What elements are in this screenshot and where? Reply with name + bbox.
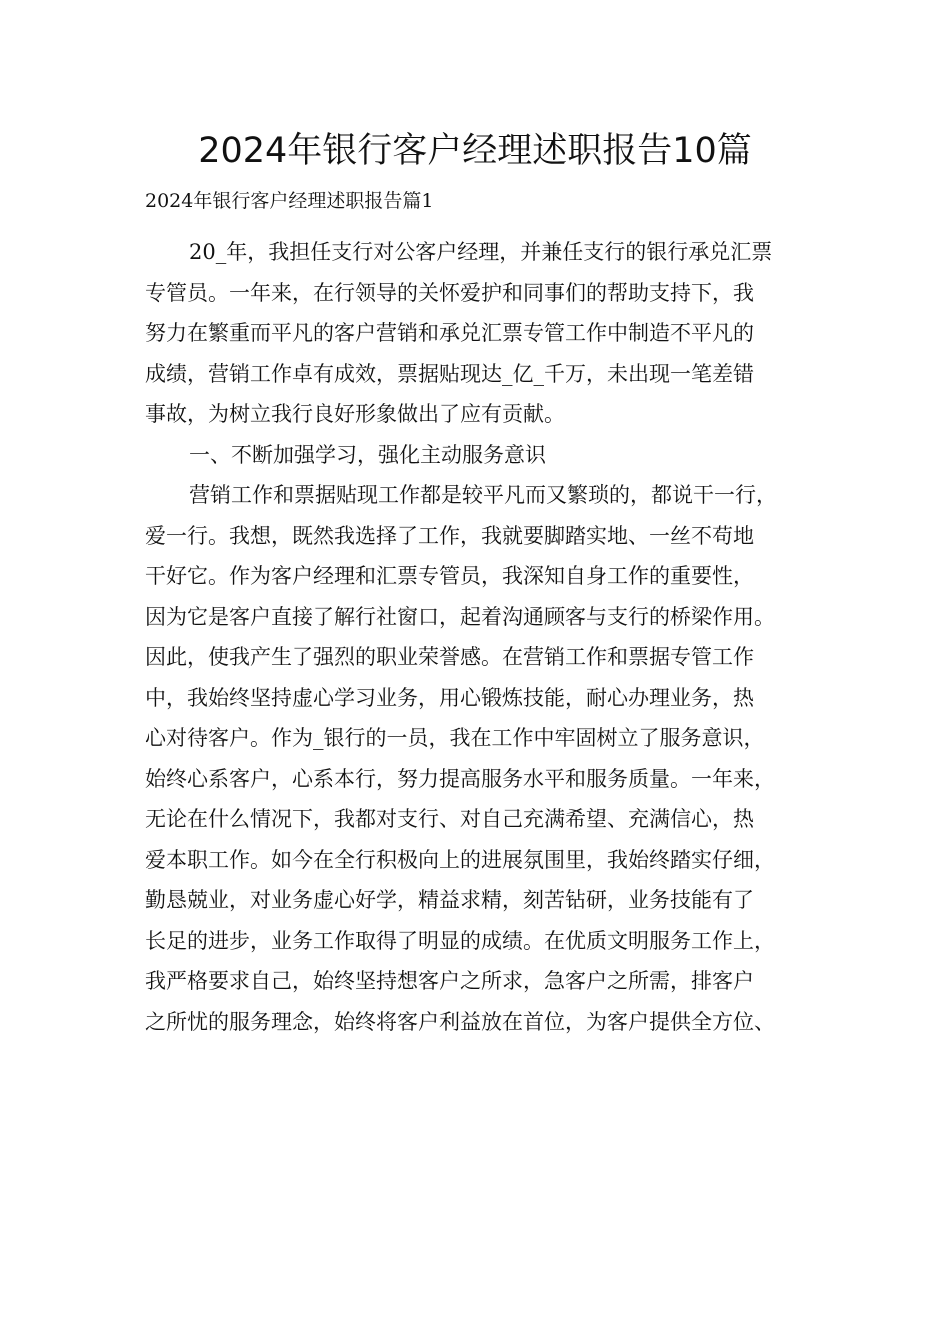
paragraph-line: 干好它。作为客户经理和汇票专管员，我深知自身工作的重要性， xyxy=(145,564,754,588)
paragraph-line: 始终心系客户，心系本行，努力提高服务水平和服务质量。一年来， xyxy=(145,766,775,791)
paragraph-line: 爱本职工作。如今在全行积极向上的进展氛围里，我始终踏实仔细， xyxy=(145,847,775,872)
paragraph-line: 因此，使我产生了强烈的职业荣誉感。在营销工作和票据专管工作 xyxy=(145,645,754,669)
paragraph-line: 爱一行。我想，既然我选择了工作，我就要脚踏实地、一丝不苟地 xyxy=(145,523,754,548)
paragraph-line: 中，我始终坚持虚心学习业务，用心锻炼技能，耐心办理业务，热 xyxy=(145,685,754,710)
paragraph-line: 之所忧的服务理念，始终将客户利益放在首位，为客户提供全方位、 xyxy=(145,1009,775,1034)
document-title: 2024年银行客户经理述职报告10篇 xyxy=(198,131,752,171)
paragraph-line: 心对待客户。作为_银行的一员，我在工作中牢固树立了服务意识， xyxy=(145,726,765,750)
paragraph-line: 我严格要求自己，始终坚持想客户之所求，急客户之所需，排客户 xyxy=(145,969,754,993)
paragraph-line: 20_年，我担任支行对公客户经理，并兼任支行的银行承兑汇票 xyxy=(189,240,773,264)
paragraph-line: 勤恳兢业，对业务虚心好学，精益求精，刻苦钻研，业务技能有了 xyxy=(145,888,754,912)
paragraph-line: 营销工作和票据贴现工作都是较平凡而又繁琐的，都说干一行， xyxy=(189,483,777,507)
paragraph-line: 努力在繁重而平凡的客户营销和承兑汇票专管工作中制造不平凡的 xyxy=(145,321,754,345)
paragraph-line: 成绩，营销工作卓有成效，票据贴现达_亿_千万，未出现一笔差错 xyxy=(145,361,754,386)
section-title: 2024年银行客户经理述职报告篇1 xyxy=(145,190,434,212)
body-text xyxy=(145,232,825,1042)
paragraph-line: 因为它是客户直接了解行社窗口，起着沟通顾客与支行的桥梁作用。 xyxy=(145,604,775,629)
paragraph-line: 事故，为树立我行良好形象做出了应有贡献。 xyxy=(145,402,565,426)
paragraph-line: 长足的进步，业务工作取得了明显的成绩。在优质文明服务工作上， xyxy=(145,928,775,953)
paragraph-line: 专管员。一年来，在行领导的关怀爱护和同事们的帮助支持下，我 xyxy=(145,280,754,305)
section-heading: 一、不断加强学习，强化主动服务意识 xyxy=(189,442,546,467)
paragraph-line: 无论在什么情况下，我都对支行、对自己充满希望、充满信心，热 xyxy=(145,807,754,831)
